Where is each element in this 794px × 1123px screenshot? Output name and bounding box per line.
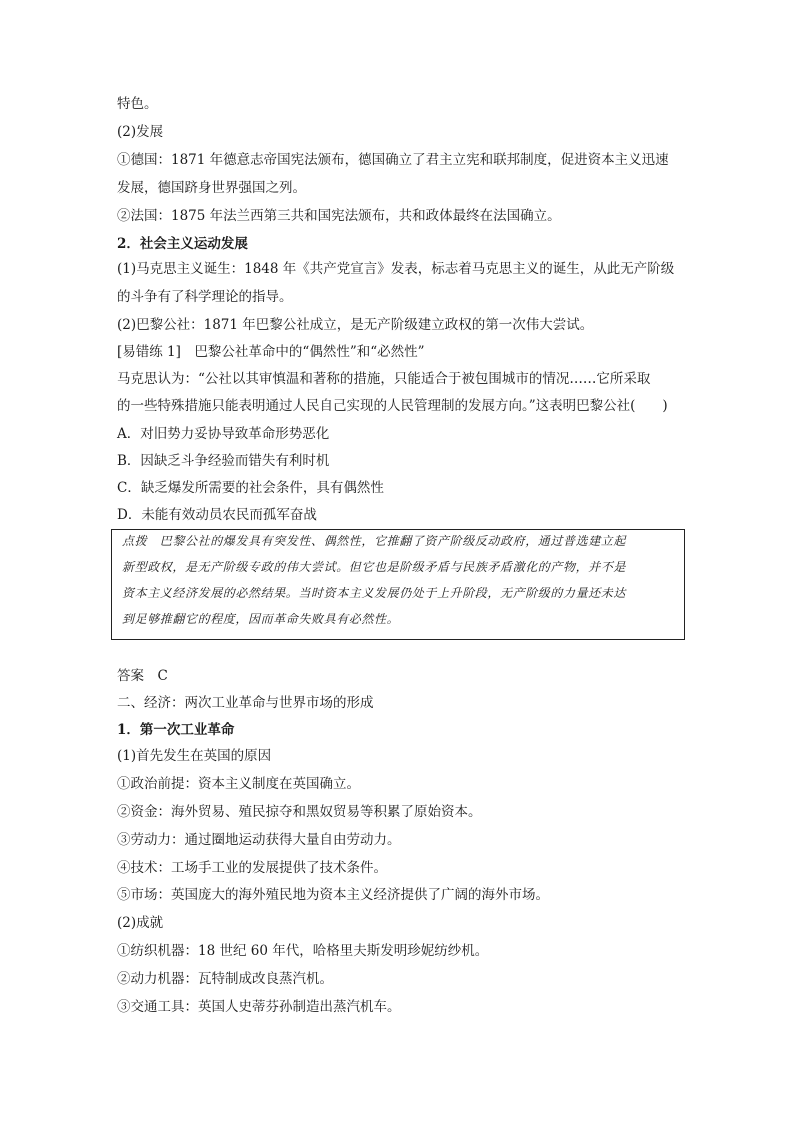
exercise-heading: [易错练 1] 巴黎公社革命中的“偶然性”和“必然性” xyxy=(117,344,425,360)
hint-line: 新型政权，是无产阶级专政的伟大尝试。但它也是阶级矛盾与民族矛盾激化的产物，并不是 xyxy=(122,560,627,574)
text-line: ②动力机器：瓦特制成改良蒸汽机。 xyxy=(117,971,333,987)
section-heading: 二、经济：两次工业革命与世界市场的形成 xyxy=(117,695,374,711)
hint-line: 到足够推翻它的程度，因而革命失败具有必然性。 xyxy=(122,612,400,626)
text-line: ③交通工具：英国人史蒂芬孙制造出蒸汽机车。 xyxy=(117,999,401,1015)
section-heading: (1)首先发生在英国的原因 xyxy=(117,748,272,764)
section-heading: (2)发展 xyxy=(117,124,164,140)
text-line: (2)巴黎公社：1871 年巴黎公社成立，是无产阶级建立政权的第一次伟大尝试。 xyxy=(117,317,594,333)
section-heading: 2．社会主义运动发展 xyxy=(117,236,248,252)
text-line: 特色。 xyxy=(117,96,158,112)
text-line: ②法国：1875 年法兰西第三共和国宪法颁布，共和政体最终在法国确立。 xyxy=(117,208,561,224)
hint-box xyxy=(111,529,685,640)
text-line: ①德国：1871 年德意志帝国宪法颁布，德国确立了君主立宪和联邦制度，促进资本主义迅速 xyxy=(117,152,669,168)
answer-option-c: C．缺乏爆发所需要的社会条件，具有偶然性 xyxy=(117,480,384,496)
hint-line: 资本主义经济发展的必然结果。当时资本主义发展仍处于上升阶段，无产阶级的力量还未达 xyxy=(122,586,627,600)
text-line: 发展，德国跻身世界强国之列。 xyxy=(117,180,306,196)
answer-option-d: D．未能有效动员农民而孤军奋战 xyxy=(117,507,317,523)
question-text: 的一些特殊措施只能表明通过人民自己实现的人民管理制的发展方向。”这表明巴黎公社( ) xyxy=(117,398,668,414)
text-line: (1)马克思主义诞生：1848 年《共产党宣言》发表，标志着马克思主义的诞生，从此无产阶级 xyxy=(117,261,675,277)
text-line: ⑤市场：英国庞大的海外殖民地为资本主义经济提供了广阔的海外市场。 xyxy=(117,887,549,903)
text-line: ④技术：工场手工业的发展提供了技术条件。 xyxy=(117,860,387,876)
hint-line: 点拨 巴黎公社的爆发具有突发性、偶然性，它推翻了资产阶级反动政府，通过普选建立起 xyxy=(122,534,627,548)
text-line: ①纺织机器：18 世纪 60 年代，哈格里夫斯发明珍妮纺纱机。 xyxy=(117,943,489,959)
text-line: ①政治前提：资本主义制度在英国确立。 xyxy=(117,776,360,792)
answer-option-b: B．因缺乏斗争经验而错失有利时机 xyxy=(117,453,330,469)
text-line: ③劳动力：通过圈地运动获得大量自由劳动力。 xyxy=(117,832,401,848)
section-heading: (2)成就 xyxy=(117,915,164,931)
text-line: ②资金：海外贸易、殖民掠夺和黑奴贸易等积累了原始资本。 xyxy=(117,804,482,820)
question-text: 马克思认为：“公社以其审慎温和著称的措施，只能适合于被包围城市的情况……它所采取 xyxy=(117,371,651,387)
answer-text: 答案 C xyxy=(117,668,168,684)
answer-option-a: A．对旧势力妥协导致革命形势恶化 xyxy=(117,426,330,442)
section-heading: 1．第一次工业革命 xyxy=(117,722,235,738)
text-line: 的斗争有了科学理论的指导。 xyxy=(117,289,293,305)
